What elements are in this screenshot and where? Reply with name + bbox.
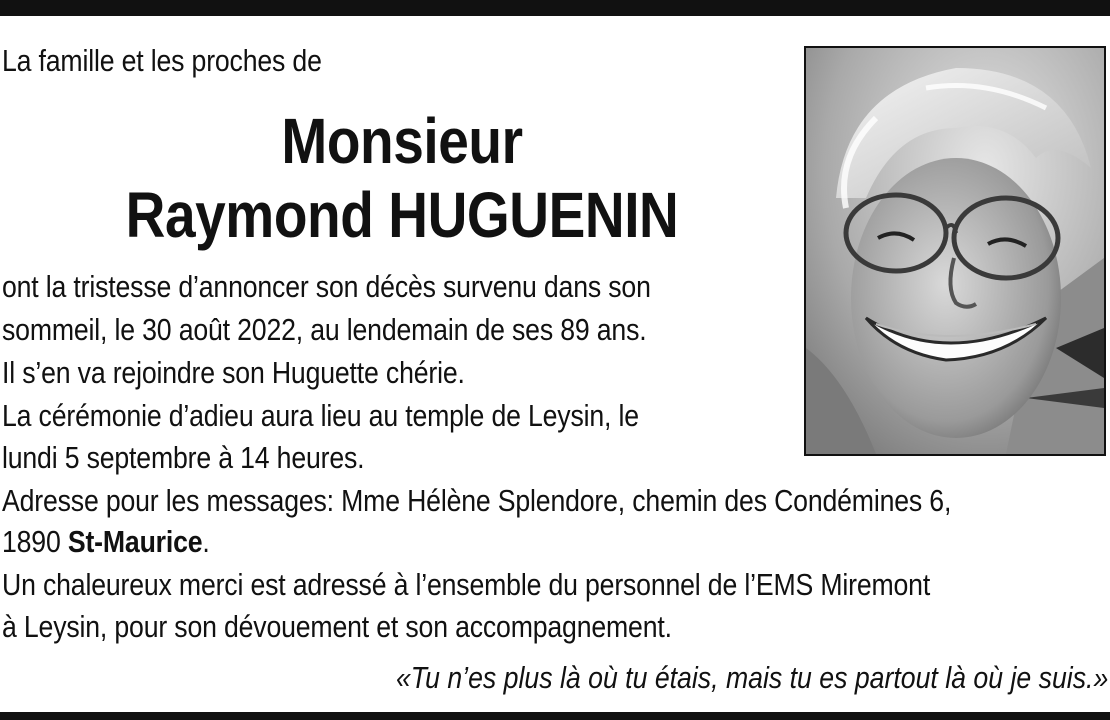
portrait-photo [804, 46, 1106, 456]
postcode-text: 1890 [2, 524, 68, 559]
body-line-6: Adresse pour les messages: Mme Hélène Splendore, chemin des Condémines 6, [2, 483, 952, 518]
city-name: St-Maurice [67, 524, 203, 559]
deceased-name: Raymond HUGUENIN [125, 179, 679, 251]
body-line-1: ont la tristesse d’annoncer son décès survenu dans son [2, 269, 651, 304]
body-line-2: sommeil, le 30 août 2022, au lendemain de ses 89 ans. [2, 312, 647, 347]
body-line-3: Il s’en va rejoindre son Huguette chérie. [2, 355, 465, 390]
body-line-9: à Leysin, pour son dévouement et son accompagnement. [2, 609, 672, 644]
closing-quote: «Tu n’es plus là où tu étais, mais tu es partout là où je suis.» [395, 660, 1108, 695]
body-line-8: Un chaleureux merci est adressé à l’ensemble du personnel de l’EMS Miremont [2, 567, 931, 602]
body-line-5: lundi 5 septembre à 14 heures. [2, 440, 365, 475]
body-line-4: La cérémonie d’adieu aura lieu au temple de Leysin, le [2, 398, 639, 433]
body-line-7 [2, 521, 210, 563]
deceased-title: Monsieur [281, 105, 523, 177]
bottom-border-rule [0, 712, 1110, 720]
portrait-illustration [806, 48, 1104, 454]
top-border-rule [0, 0, 1110, 16]
period-text: . [202, 524, 210, 559]
intro-text: La famille et les proches de [2, 43, 322, 78]
